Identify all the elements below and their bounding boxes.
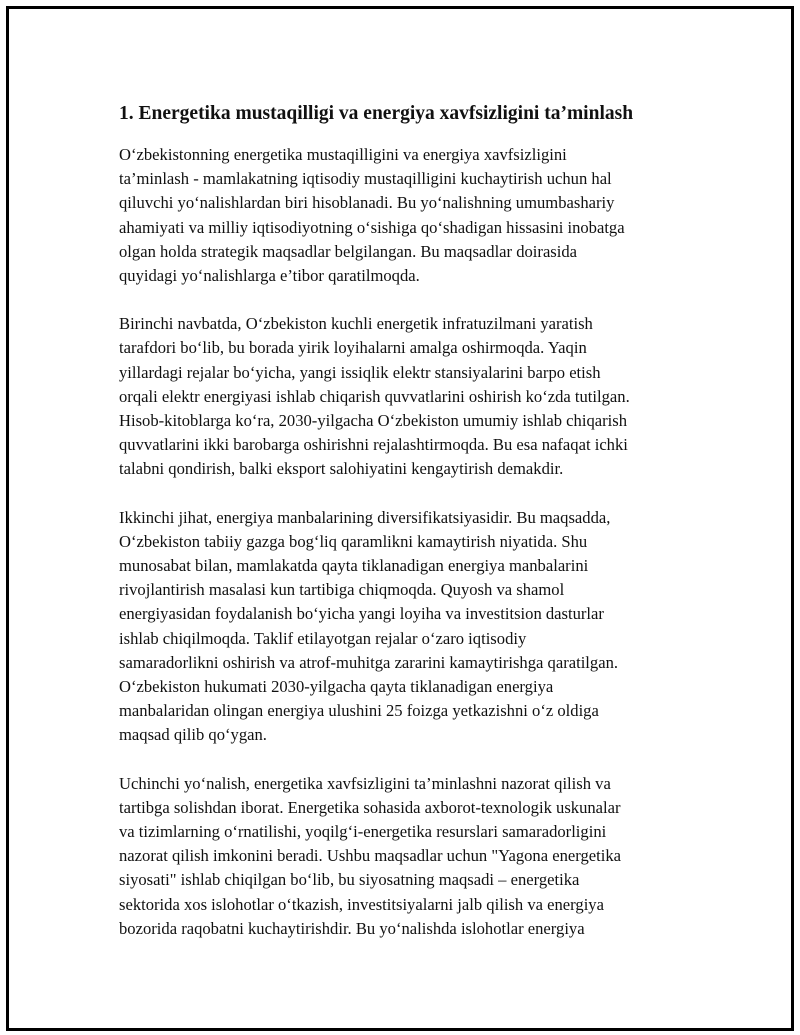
text-line: quvvatlarini ikki barobarga oshirishni rejalashtirmoqda. Bu esa nafaqat ichki (119, 435, 628, 455)
text-line: orqali elektr energiyasi ishlab chiqarish quvvatlarini oshirish ko‘zda tutilgan. (119, 386, 630, 406)
text-line: energiyasidan foydalanish bo‘yicha yangi loyiha va investitsion dasturlar (119, 604, 604, 624)
text-line: Ikkinchi jihat, energiya manbalarining diversifikatsiyasidir. Bu maqsadda, (119, 507, 611, 527)
text-line: nazorat qilish imkonini beradi. Ushbu maqsadlar uchun "Yagona energetika (119, 846, 622, 866)
text-line: samaradorlikni oshirish va atrof-muhitga zararini kamaytirishga qaratilgan. (119, 652, 619, 672)
text-line: O‘zbekiston hukumati 2030-yilgacha qayta tiklanadigan energiya (119, 677, 554, 697)
section-heading: 1. Energetika mustaqilligi va energiya xavfsizligini ta’minlash (119, 103, 634, 124)
text-line: olgan holda strategik maqsadlar belgilangan. Bu maqsadlar doirasida (119, 241, 578, 261)
text-line: siyosati" ishlab chiqilgan bo‘lib, bu siyosatning maqsadi – energetika (119, 870, 580, 890)
text-line: tarafdori bo‘lib, bu borada yirik loyihalarni amalga oshirmoqda. Yaqin (119, 338, 587, 358)
text-line: ahamiyati va milliy iqtisodiyotning o‘sishiga qo‘shadigan hissasini inobatga (119, 217, 625, 237)
page-frame (6, 6, 794, 1031)
document-body (119, 101, 699, 965)
text-line: bozorida raqobatni kuchaytirishdir. Bu yo‘nalishda islohotlar energiya (119, 918, 585, 938)
text-line: tartibga solishdan iborat. Energetika sohasida axborot-texnologik uskunalar (119, 797, 621, 817)
text-line: sektorida xos islohotlar o‘tkazish, investitsiyalarni jalb qilish va energiya (119, 894, 604, 914)
text-line: va tizimlarning o‘rnatilishi, yoqilg‘i-energetika resurslari samaradorligini (119, 822, 607, 842)
text-line: talabni qondirish, balki eksport salohiyatini kengaytirish demakdir. (119, 459, 564, 479)
paragraph-third-point (119, 772, 699, 941)
paragraph-second-point (119, 506, 699, 748)
text-line: ta’minlash - mamlakatning iqtisodiy mustaqilligini kuchaytirish uchun hal (119, 169, 612, 189)
text-line: Birinchi navbatda, O‘zbekiston kuchli energetik infratuzilmani yaratish (119, 314, 593, 334)
text-line: rivojlantirish masalasi kun tartibiga chiqmoqda. Quyosh va shamol (119, 580, 565, 600)
text-line: munosabat bilan, mamlakatda qayta tiklanadigan energiya manbalarini (119, 556, 589, 576)
paragraph-intro (119, 143, 699, 288)
text-line: yillardagi rejalar bo‘yicha, yangi issiqlik elektr stansiyalarini barpo etish (119, 362, 601, 382)
text-line: maqsad qilib qo‘ygan. (119, 725, 267, 745)
text-line: quyidagi yo‘nalishlarga e’tibor qaratilmoqda. (119, 266, 420, 286)
text-line: qiluvchi yo‘nalishlardan biri hisoblanadi. Bu yo‘nalishning umumbashariy (119, 193, 615, 213)
paragraph-first-point (119, 312, 699, 481)
text-line: manbalaridan olingan energiya ulushini 25 foizga yetkazishni o‘z oldiga (119, 701, 599, 721)
text-line: Hisob-kitoblarga ko‘ra, 2030-yilgacha O‘zbekiston umumiy ishlab chiqarish (119, 411, 627, 431)
text-line: ishlab chiqilmoqda. Taklif etilayotgan rejalar o‘zaro iqtisodiy (119, 628, 527, 648)
text-line: O‘zbekiston tabiiy gazga bog‘liq qaramlikni kamaytirish niyatida. Shu (119, 531, 588, 551)
text-line: Uchinchi yo‘nalish, energetika xavfsizligini ta’minlashni nazorat qilish va (119, 773, 611, 793)
text-line: O‘zbekistonning energetika mustaqilligini va energiya xavfsizligini (119, 145, 567, 164)
